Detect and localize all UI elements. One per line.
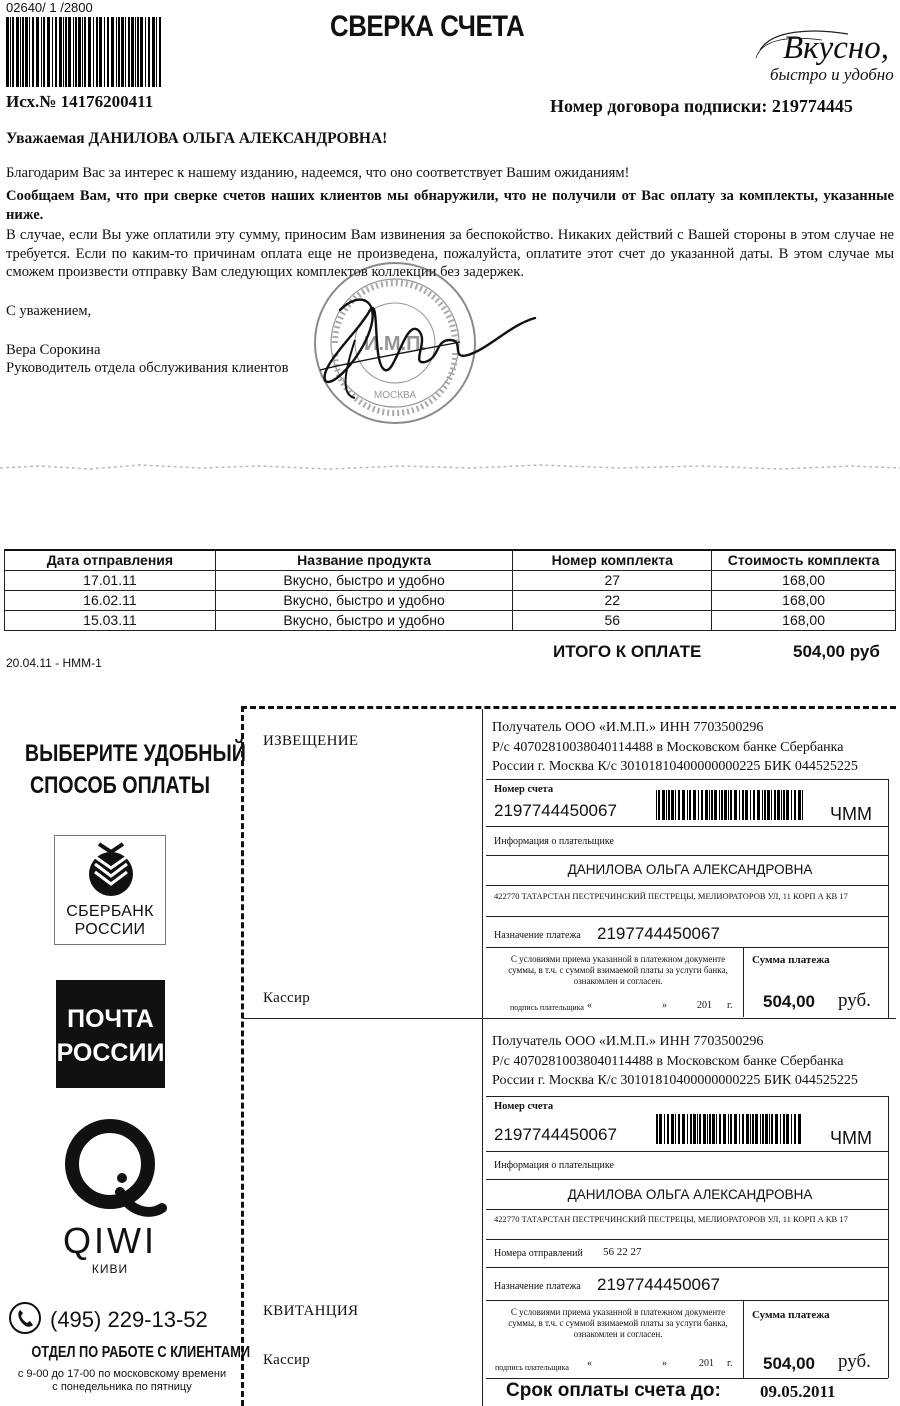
sberbank-emblem-icon bbox=[55, 836, 167, 906]
barcode-bar bbox=[697, 1114, 698, 1144]
header-barcode bbox=[6, 17, 166, 87]
barcode-bar bbox=[656, 1114, 658, 1144]
barcode-bar bbox=[739, 1114, 740, 1144]
barcode-bar bbox=[82, 17, 83, 87]
stamp-city-text: МОСКВА bbox=[373, 390, 417, 401]
barcode-bar bbox=[687, 1114, 688, 1144]
receipt-rule bbox=[486, 1179, 888, 1180]
barcode-bar bbox=[750, 790, 751, 820]
barcode-bar bbox=[656, 790, 657, 820]
barcode-bar bbox=[707, 1114, 708, 1144]
notice-year: 201 bbox=[697, 1000, 712, 1011]
page-title: СВЕРКА СЧЕТА bbox=[330, 10, 525, 43]
total-amount: 504,00 руб bbox=[793, 642, 880, 661]
receipt-rule bbox=[743, 1300, 744, 1378]
barcode-bar bbox=[10, 17, 11, 87]
sberbank-name bbox=[54, 903, 166, 939]
receipt-label: КВИТАНЦИЯ bbox=[263, 1303, 359, 1319]
cell-product: Вкусно, быстро и удобно bbox=[215, 590, 513, 610]
barcode-bar bbox=[156, 17, 157, 87]
barcode-bar bbox=[73, 17, 74, 87]
notice-payer-info-label: Информация о плательщике bbox=[494, 836, 614, 847]
barcode-bar bbox=[36, 17, 39, 87]
barcode-bar bbox=[757, 790, 760, 820]
service-department-label: ОТДЕЛ ПО РАБОТЕ С КЛИЕНТАМИ bbox=[31, 1344, 251, 1361]
notice-date-close: » bbox=[662, 1000, 667, 1011]
barcode-bar bbox=[769, 1114, 770, 1144]
signer-name: Вера Сорокина bbox=[6, 342, 101, 358]
barcode-bar bbox=[12, 17, 14, 87]
receipt-cashier-label: Кассир bbox=[263, 1352, 311, 1368]
barcode-bar bbox=[693, 790, 696, 820]
barcode-bar bbox=[798, 790, 801, 820]
receipt-account-number: 2197744450067 bbox=[494, 1125, 617, 1144]
barcode-bar bbox=[739, 790, 740, 820]
barcode-bar bbox=[723, 1114, 726, 1144]
receipt-date-open: « bbox=[587, 1358, 592, 1369]
receipt-rule bbox=[486, 1267, 888, 1268]
barcode-bar bbox=[678, 790, 680, 820]
barcode-bar bbox=[730, 1114, 732, 1144]
barcode-bar bbox=[88, 17, 91, 87]
barcode-bar bbox=[716, 1114, 717, 1144]
cell-price: 168,00 bbox=[712, 590, 896, 610]
barcode-bar bbox=[709, 790, 710, 820]
barcode-bar bbox=[719, 790, 720, 820]
receipt-hmm-code: ЧММ bbox=[830, 1128, 872, 1148]
brand-logo-subtitle: быстро и удобно bbox=[770, 65, 894, 84]
column-header-product: Название продукта bbox=[215, 550, 513, 570]
notice-terms: С условиями приема указанной в платежном документе суммы, в т.ч. с суммой взимаемой платы за услуги банка, ознакомлен и согласен. bbox=[508, 954, 728, 986]
signer-role: Руководитель отдела обслуживания клиентов bbox=[6, 360, 289, 376]
barcode-bar bbox=[728, 1114, 729, 1144]
receipt-signature-label: подпись плательщика bbox=[495, 1363, 569, 1372]
notice-cashier-label: Кассир bbox=[263, 990, 311, 1006]
barcode-bar bbox=[135, 17, 136, 87]
barcode-bar bbox=[721, 790, 723, 820]
column-header-date: Дата отправления bbox=[5, 550, 216, 570]
barcode-bar bbox=[68, 17, 71, 87]
receipt-sum-label: Сумма платежа bbox=[752, 1309, 830, 1321]
barcode-bar bbox=[794, 790, 796, 820]
barcode-bar bbox=[6, 17, 9, 87]
cell-product: Вкусно, быстро и удобно bbox=[215, 610, 513, 630]
barcode-bar bbox=[22, 17, 24, 87]
receipt-shipments-value: 56 22 27 bbox=[603, 1246, 642, 1258]
receipt-barcode bbox=[656, 1114, 806, 1144]
barcode-bar bbox=[762, 1114, 764, 1144]
receipt-terms: С условиями приема указанной в платежном документе суммы, в т.ч. с суммой взимаемой платы за услуги банка, ознакомлен и согласен. bbox=[508, 1307, 728, 1339]
barcode-bar bbox=[148, 17, 150, 87]
barcode-bar bbox=[802, 790, 803, 820]
notice-rule bbox=[888, 779, 889, 1018]
cell-price: 168,00 bbox=[712, 610, 896, 630]
barcode-bar bbox=[711, 790, 713, 820]
barcode-bar bbox=[43, 17, 45, 87]
barcode-bar bbox=[781, 790, 782, 820]
barcode-bar bbox=[75, 17, 77, 87]
notice-barcode bbox=[656, 790, 806, 820]
notice-purpose-label: Назначение платежа bbox=[494, 930, 581, 941]
total-label: ИТОГО К ОПЛАТЕ bbox=[553, 642, 702, 661]
sberbank-name-line2: РОССИИ bbox=[74, 921, 146, 938]
barcode-bar bbox=[47, 17, 50, 87]
barcode-bar bbox=[730, 790, 732, 820]
notice-account-number: 2197744450067 bbox=[494, 801, 617, 820]
russian-post-name bbox=[56, 1002, 165, 1070]
receipt-rule bbox=[486, 1378, 888, 1379]
barcode-bar bbox=[794, 1114, 796, 1144]
receipt-date-close: » bbox=[662, 1358, 667, 1369]
notice-sum-value: 504,00 bbox=[763, 992, 815, 1011]
barcode-bar bbox=[675, 790, 676, 820]
receipt-year: 201 bbox=[699, 1358, 714, 1369]
barcode-bar bbox=[712, 1114, 715, 1144]
document-code: 02640/ 1 /2800 bbox=[6, 0, 93, 15]
barcode-bar bbox=[666, 790, 667, 820]
barcode-bar bbox=[724, 790, 727, 820]
barcode-bar bbox=[765, 1114, 768, 1144]
notice-rule bbox=[486, 779, 888, 780]
barcode-bar bbox=[99, 17, 102, 87]
barcode-bar bbox=[118, 17, 120, 87]
cell-product: Вкусно, быстро и удобно bbox=[215, 570, 513, 590]
notice-account-label: Номер счета bbox=[494, 784, 554, 795]
receipt-shipments-label: Номера отправлений bbox=[494, 1248, 583, 1259]
barcode-bar bbox=[728, 790, 729, 820]
barcode-bar bbox=[128, 17, 130, 87]
notice-recipient-line1: Получатель ООО «И.М.П.» ИНН 7703500296 bbox=[492, 720, 764, 735]
receipt-rule bbox=[486, 1209, 888, 1210]
notice-date-open: « bbox=[587, 1000, 592, 1011]
barcode-bar bbox=[137, 17, 139, 87]
barcode-bar bbox=[771, 1114, 773, 1144]
payment-due-label: Срок оплаты счета до: bbox=[506, 1380, 721, 1401]
barcode-bar bbox=[59, 17, 62, 87]
receipt-payer-info-label: Информация о плательщике bbox=[494, 1160, 614, 1171]
barcode-bar bbox=[745, 790, 748, 820]
barcode-bar bbox=[78, 17, 81, 87]
notice-currency: руб. bbox=[838, 990, 871, 1011]
column-header-set-number: Номер комплекта bbox=[513, 550, 712, 570]
barcode-bar bbox=[20, 17, 21, 87]
table-row bbox=[5, 610, 896, 630]
receipt-rule bbox=[486, 1096, 888, 1097]
barcode-bar bbox=[96, 17, 98, 87]
barcode-bar bbox=[714, 790, 717, 820]
letter-paragraph-instructions: В случае, если Вы уже оплатили эту сумму, приносим Вам извинения за беспокойство. Никаких действий с Вашей стороны в этом случае не требуется. Если по каким-то причинам оплата еще не произведена, пожалуйста, оплатите этот счет до указанной даты. В этом случае мы сможем произвести отправку Вам следующих комплектов коллекции без задержек. bbox=[6, 227, 894, 280]
cell-price: 168,00 bbox=[712, 570, 896, 590]
barcode-bar bbox=[84, 17, 86, 87]
slip-column-divider bbox=[482, 709, 483, 1406]
receipt-rule bbox=[486, 1239, 888, 1240]
notice-payer-name: ДАНИЛОВА ОЛЬГА АЛЕКСАНДРОВНА bbox=[567, 862, 813, 877]
cut-line-vertical bbox=[241, 706, 244, 1406]
brand-logo-title: Вкусно, bbox=[783, 30, 890, 66]
outgoing-number: Исх.№ 14176200411 bbox=[6, 92, 154, 111]
notice-rule bbox=[486, 826, 888, 827]
barcode-bar bbox=[121, 17, 124, 87]
barcode-bar bbox=[701, 790, 703, 820]
qiwi-name: QIWI bbox=[63, 1220, 157, 1261]
service-department bbox=[4, 1344, 251, 1362]
barcode-bar bbox=[762, 790, 763, 820]
notice-recipient-line2: Р/с 40702810038040114488 в Московском банке Сбербанка bbox=[492, 739, 844, 755]
handwritten-signature bbox=[300, 270, 540, 410]
barcode-bar bbox=[705, 790, 708, 820]
barcode-bar bbox=[775, 1114, 778, 1144]
notice-recipient-line3: России г. Москва К/с 30101810400000000225 БИК 044525225 bbox=[492, 759, 858, 774]
receipt-payer-name: ДАНИЛОВА ОЛЬГА АЛЕКСАНДРОВНА bbox=[567, 1187, 813, 1202]
barcode-bar bbox=[107, 17, 109, 87]
cell-set-number: 27 bbox=[513, 570, 712, 590]
barcode-bar bbox=[734, 790, 737, 820]
sberbank-name-line1: СБЕРБАНК bbox=[66, 903, 154, 920]
notice-label: ИЗВЕЩЕНИЕ bbox=[263, 733, 359, 749]
barcode-bar bbox=[742, 790, 744, 820]
notice-recipient bbox=[492, 718, 900, 777]
stamp-center-text: И.М.П. bbox=[363, 333, 427, 355]
barcode-bar bbox=[658, 790, 660, 820]
barcode-bar bbox=[678, 1114, 680, 1144]
barcode-bar bbox=[771, 790, 772, 820]
support-phone: (495) 229-13-52 bbox=[50, 1307, 208, 1332]
barcode-bar bbox=[798, 1114, 801, 1144]
barcode-bar bbox=[791, 1114, 792, 1144]
table-header-row bbox=[5, 550, 896, 570]
barcode-bar bbox=[159, 17, 161, 87]
barcode-bar bbox=[734, 1114, 737, 1144]
notice-signature-label: подпись плательщика bbox=[510, 1003, 584, 1012]
greeting: Уважаемая ДАНИЛОВА ОЛЬГА АЛЕКСАНДРОВНА! bbox=[6, 130, 388, 147]
russian-post-name-line2: РОССИИ bbox=[56, 1039, 165, 1067]
barcode-bar bbox=[750, 1114, 751, 1144]
cell-date: 15.03.11 bbox=[5, 610, 216, 630]
barcode-bar bbox=[689, 790, 691, 820]
payment-methods-title bbox=[4, 738, 246, 802]
notice-sum-label: Сумма платежа bbox=[752, 954, 830, 966]
barcode-bar bbox=[104, 17, 105, 87]
receipt-purpose-label: Назначение платежа bbox=[494, 1281, 581, 1292]
barcode-bar bbox=[698, 790, 699, 820]
receipt-payer-address: 422770 ТАТАРСТАН ПЕСТРЕЧИНСКИЙ ПЕСТРЕЦЫ, МЕЛИОРАТОРОВ УЛ, 11 КОРП А КВ 17 bbox=[494, 1214, 848, 1224]
barcode-bar bbox=[774, 790, 776, 820]
phone-icon bbox=[8, 1301, 42, 1335]
barcode-bar bbox=[65, 17, 67, 87]
cell-set-number: 22 bbox=[513, 590, 712, 610]
barcode-bar bbox=[703, 1114, 706, 1144]
barcode-bar bbox=[671, 1114, 674, 1144]
barcode-bar bbox=[783, 790, 785, 820]
notice-rule bbox=[486, 885, 888, 886]
barcode-bar bbox=[780, 1114, 781, 1144]
receipt-recipient bbox=[492, 1032, 900, 1091]
receipt-rule bbox=[888, 1096, 889, 1378]
barcode-bar bbox=[682, 790, 685, 820]
notice-rule bbox=[486, 855, 888, 856]
letter-closing: С уважением, bbox=[6, 303, 92, 319]
invoice-table bbox=[4, 549, 896, 631]
receipt-currency: руб. bbox=[838, 1351, 871, 1372]
notice-payer-address: 422770 ТАТАРСТАН ПЕСТРЕЧИНСКИЙ ПЕСТРЕЦЫ, МЕЛИОРАТОРОВ УЛ, 11 КОРП А КВ 17 bbox=[494, 891, 848, 901]
barcode-bar bbox=[662, 790, 665, 820]
notice-rule bbox=[486, 947, 888, 948]
receipt-recipient-line2: Р/с 40702810038040114488 в Московском банке Сбербанка bbox=[492, 1053, 844, 1069]
payment-due-date: 09.05.2011 bbox=[760, 1382, 836, 1401]
barcode-bar bbox=[111, 17, 114, 87]
barcode-bar bbox=[752, 1114, 754, 1144]
barcode-bar bbox=[693, 1114, 696, 1144]
receipt-recipient-line3: России г. Москва К/с 30101810400000000225 БИК 044525225 bbox=[492, 1073, 858, 1088]
cell-date: 17.01.11 bbox=[5, 570, 216, 590]
receipt-account-label: Номер счета bbox=[494, 1101, 554, 1112]
barcode-bar bbox=[116, 17, 117, 87]
payment-methods-title-line2: СПОСОБ ОПЛАТЫ bbox=[29, 772, 211, 799]
notice-year-suffix: г. bbox=[727, 1000, 733, 1011]
qiwi-logo-icon bbox=[50, 1112, 170, 1222]
barcode-bar bbox=[755, 1114, 758, 1144]
barcode-bar bbox=[719, 1114, 721, 1144]
receipt-rule bbox=[486, 1151, 888, 1152]
receipt-recipient-line1: Получатель ООО «И.М.П.» ИНН 7703500296 bbox=[492, 1034, 764, 1049]
payment-methods-title-line1: ВЫБЕРИТЕ УДОБНЫЙ bbox=[24, 740, 246, 767]
barcode-bar bbox=[786, 1114, 789, 1144]
receipt-sum-value: 504,00 bbox=[763, 1354, 815, 1373]
column-header-set-price: Стоимость комплекта bbox=[712, 550, 896, 570]
barcode-bar bbox=[145, 17, 146, 87]
barcode-bar bbox=[668, 790, 670, 820]
tear-line bbox=[0, 462, 900, 472]
letter-paragraph-thanks: Благодарим Вас за интерес к нашему изданию, надеемся, что оно соответствует Вашим ожиданиям! bbox=[6, 165, 630, 181]
receipt-rule bbox=[486, 1300, 888, 1301]
barcode-bar bbox=[783, 1114, 785, 1144]
table-row bbox=[5, 570, 896, 590]
barcode-bar bbox=[767, 790, 770, 820]
notice-rule bbox=[486, 916, 888, 917]
notice-hmm-code: ЧММ bbox=[830, 804, 872, 824]
barcode-bar bbox=[25, 17, 28, 87]
barcode-bar bbox=[125, 17, 126, 87]
barcode-bar bbox=[63, 17, 64, 87]
cut-line-top bbox=[241, 706, 896, 709]
barcode-bar bbox=[760, 1114, 761, 1144]
barcode-bar bbox=[667, 1114, 669, 1144]
cell-set-number: 56 bbox=[513, 610, 712, 630]
contract-number: Номер договора подписки: 219774445 bbox=[550, 96, 853, 116]
slip-divider bbox=[243, 1018, 896, 1019]
qiwi-subtitle: КИВИ bbox=[91, 1262, 129, 1276]
barcode-bar bbox=[16, 17, 19, 87]
barcode-bar bbox=[41, 17, 42, 87]
barcode-bar bbox=[664, 1114, 665, 1144]
barcode-bar bbox=[140, 17, 143, 87]
cell-date: 16.02.11 bbox=[5, 590, 216, 610]
barcode-bar bbox=[131, 17, 134, 87]
barcode-bar bbox=[699, 1114, 701, 1144]
notice-purpose-value: 2197744450067 bbox=[597, 924, 720, 943]
barcode-bar bbox=[690, 1114, 692, 1144]
notice-rule bbox=[743, 947, 744, 1017]
service-hours-line2: с понедельника по пятницу bbox=[52, 1381, 192, 1393]
barcode-bar bbox=[786, 790, 789, 820]
letter-paragraph-notice: Сообщаем Вам, что при сверке счетов наших клиентов мы обнаружили, что не получили от Вас оплату за комплекты, указанные ниже. bbox=[6, 188, 894, 223]
receipt-purpose-value: 2197744450067 bbox=[597, 1275, 720, 1294]
barcode-bar bbox=[152, 17, 155, 87]
barcode-bar bbox=[55, 17, 57, 87]
barcode-bar bbox=[29, 17, 30, 87]
barcode-bar bbox=[682, 1114, 685, 1144]
barcode-bar bbox=[746, 1114, 749, 1144]
barcode-bar bbox=[659, 1114, 662, 1144]
barcode-bar bbox=[791, 790, 792, 820]
barcode-bar bbox=[675, 1114, 676, 1144]
barcode-bar bbox=[764, 790, 766, 820]
barcode-bar bbox=[671, 790, 674, 820]
table-row bbox=[5, 590, 896, 610]
barcode-bar bbox=[93, 17, 94, 87]
barcode-bar bbox=[753, 790, 755, 820]
barcode-bar bbox=[52, 17, 53, 87]
barcode-bar bbox=[687, 790, 688, 820]
barcode-bar bbox=[742, 1114, 744, 1144]
service-hours bbox=[4, 1368, 240, 1394]
barcode-bar bbox=[709, 1114, 711, 1144]
russian-post-name-line1: ПОЧТА bbox=[67, 1005, 154, 1033]
footer-code: 20.04.11 - НММ-1 bbox=[6, 656, 102, 670]
barcode-bar bbox=[777, 790, 780, 820]
receipt-year-suffix: г. bbox=[727, 1358, 733, 1369]
barcode-bar bbox=[32, 17, 34, 87]
service-hours-line1: с 9-00 до 17-00 по московскому времени bbox=[17, 1368, 227, 1380]
